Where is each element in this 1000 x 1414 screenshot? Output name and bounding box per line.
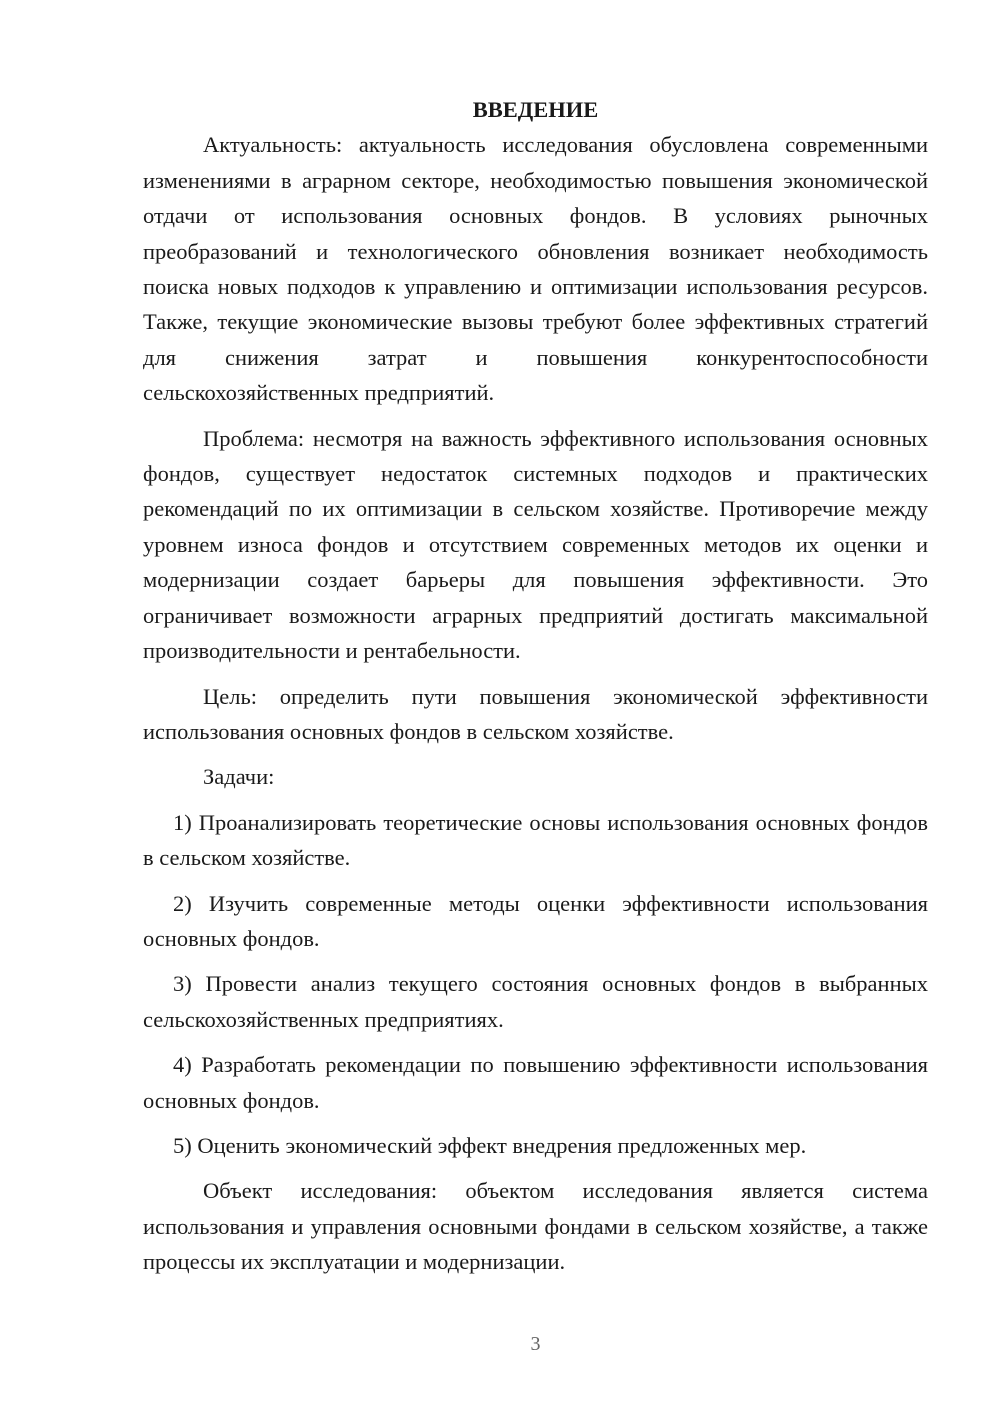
goal-paragraph: Цель: определить пути повышения экономической эффективности использования основных фондов в сельском хозяйстве. bbox=[143, 683, 928, 744]
relevance-paragraph: Актуальность: актуальность исследования обусловлена современными изменениями в аграрном секторе, необходимостью повышения экономической отдачи от использования основных фондов. В условиях рыночных преобразований и технологического обновления возникает необходимость поиска новых подходов к управлению и оптимизации использования ресурсов. Также, текущие экономические вызовы требуют более эффективных стратегий для снижения затрат и повышения конкурентоспособности сельскохозяйственных предприятий. bbox=[143, 132, 928, 406]
task-item-4: 4) Разработать рекомендации по повышению эффективности использования основных фондов. bbox=[143, 1052, 928, 1113]
section-heading: ВВЕДЕНИЕ bbox=[472, 97, 599, 122]
task-item-3: 3) Провести анализ текущего состояния основных фондов в выбранных сельскохозяйственных предприятиях. bbox=[143, 971, 928, 1032]
object-paragraph: Объект исследования: объектом исследования является система использования и управления основными фондами в сельском хозяйстве, а также процессы их эксплуатации и модернизации. bbox=[143, 1178, 928, 1275]
task-item-1: 1) Проанализировать теоретические основы использования основных фондов в сельском хозяйстве. bbox=[143, 809, 928, 871]
task-item-2: 2) Изучить современные методы оценки эффективности использования основных фондов. bbox=[143, 890, 928, 951]
task-item-5: 5) Оценить экономический эффект внедрения предложенных мер. bbox=[173, 1132, 807, 1158]
problem-paragraph: Проблема: несмотря на важность эффективного использования основных фондов, существует недостаток системных подходов и практических рекомендаций по их оптимизации в сельском хозяйстве. Противоречие между уровнем износа фондов и отсутствием современных методов их оценки и модернизации создает барьеры для повышения эффективности. Это ограничивает возможности аграрных предприятий достигать максимальной производительности и рентабельности. bbox=[143, 425, 928, 664]
page-number: 3 bbox=[530, 1333, 541, 1355]
tasks-heading: Задачи: bbox=[203, 764, 275, 790]
page-body bbox=[143, 92, 928, 1280]
